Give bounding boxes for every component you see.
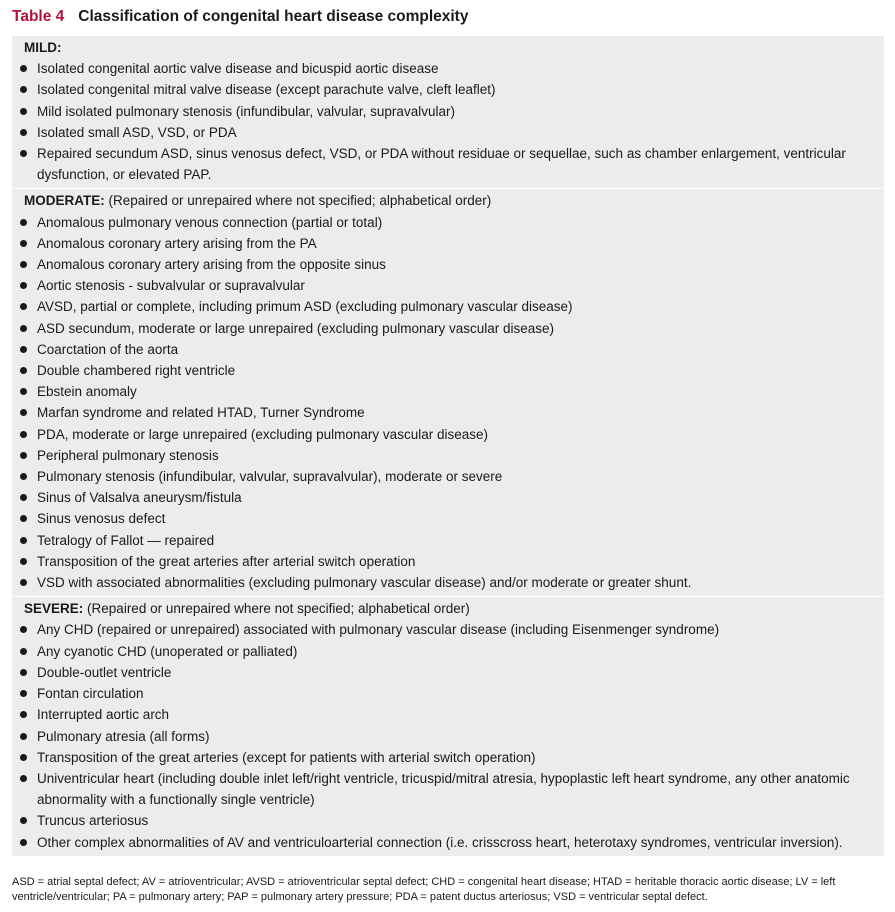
table-label: Table 4 bbox=[12, 8, 65, 25]
bullet-icon bbox=[20, 515, 27, 522]
bullet-icon bbox=[20, 537, 27, 544]
list-item-text: Pulmonary stenosis (infundibular, valvular, supravalvular), moderate or severe bbox=[37, 469, 503, 485]
list-item bbox=[12, 275, 884, 296]
bullet-icon bbox=[20, 817, 27, 824]
bullet-icon bbox=[20, 558, 27, 565]
list-item-text: Transposition of the great arteries (except for patients with arterial switch operation) bbox=[37, 749, 536, 765]
section-heading-note: (Repaired or unrepaired where not specified; alphabetical order) bbox=[108, 193, 492, 209]
list-item bbox=[12, 424, 884, 445]
list-item-text: Peripheral pulmonary stenosis bbox=[37, 447, 219, 463]
list-item bbox=[12, 254, 884, 275]
list-item bbox=[12, 704, 884, 725]
list-item-text: Isolated small ASD, VSD, or PDA bbox=[37, 124, 237, 140]
list-item bbox=[12, 747, 884, 768]
section-heading-label: MODERATE: bbox=[24, 193, 105, 209]
list-item-text: Other complex abnormalities of AV and ventriculoarterial connection (i.e. crisscross heart, heterotaxy syndromes, ventricular inversion). bbox=[37, 834, 843, 850]
bullet-icon bbox=[20, 733, 27, 740]
list-item bbox=[12, 233, 884, 254]
bullet-icon bbox=[20, 754, 27, 761]
list-item bbox=[12, 508, 884, 529]
bullet-icon bbox=[20, 108, 27, 115]
list-item-text: Anomalous coronary artery arising from the opposite sinus bbox=[37, 257, 386, 273]
bullet-icon bbox=[20, 303, 27, 310]
bullet-icon bbox=[20, 473, 27, 480]
list-item bbox=[12, 143, 884, 185]
list-item bbox=[12, 726, 884, 747]
section-moderate bbox=[12, 188, 884, 596]
list-item-text: Mild isolated pulmonary stenosis (infundibular, valvular, supravalvular) bbox=[37, 103, 455, 119]
bullet-icon bbox=[20, 86, 27, 93]
item-list bbox=[12, 212, 884, 594]
list-item-text: Anomalous coronary artery arising from the PA bbox=[37, 235, 317, 251]
list-item-text: Univentricular heart (including double inlet left/right ventricle, tricuspid/mitral atresia, hypoplastic left heart syndrome, any other anatomic abnormality with a functionally single ventricle) bbox=[37, 770, 850, 808]
list-item-text: Ebstein anomaly bbox=[37, 384, 137, 400]
list-item-text: Pulmonary atresia (all forms) bbox=[37, 728, 210, 744]
bullet-icon bbox=[20, 669, 27, 676]
section-heading bbox=[24, 189, 884, 211]
list-item bbox=[12, 296, 884, 317]
list-item bbox=[12, 466, 884, 487]
list-item bbox=[12, 402, 884, 423]
bullet-icon bbox=[20, 775, 27, 782]
list-item-text: Tetralogy of Fallot — repaired bbox=[37, 532, 215, 548]
list-item bbox=[12, 619, 884, 640]
section-heading bbox=[24, 597, 884, 619]
list-item bbox=[12, 381, 884, 402]
list-item-text: Fontan circulation bbox=[37, 686, 144, 702]
list-item-text: Repaired secundum ASD, sinus venosus defect, VSD, or PDA without residuae or sequellae, such as chamber enlargement, ventricular dysfunction, or elevated PAP. bbox=[37, 146, 846, 183]
bullet-icon bbox=[20, 325, 27, 332]
list-item bbox=[12, 445, 884, 466]
bullet-icon bbox=[20, 452, 27, 459]
bullet-icon bbox=[20, 711, 27, 718]
list-item-text: Sinus venosus defect bbox=[37, 511, 166, 527]
list-item bbox=[12, 318, 884, 339]
list-item-text: Interrupted aortic arch bbox=[37, 707, 170, 723]
section-mild bbox=[12, 36, 884, 188]
section-heading-note: (Repaired or unrepaired where not specified; alphabetical order) bbox=[87, 601, 470, 617]
list-item bbox=[12, 487, 884, 508]
list-item-text: Marfan syndrome and related HTAD, Turner Syndrome bbox=[37, 405, 365, 421]
bullet-icon bbox=[20, 409, 27, 416]
bullet-icon bbox=[20, 219, 27, 226]
list-item bbox=[12, 58, 884, 79]
bullet-icon bbox=[20, 579, 27, 586]
list-item-text: AVSD, partial or complete, including primum ASD (excluding pulmonary vascular disease) bbox=[37, 299, 573, 315]
list-item-text: PDA, moderate or large unrepaired (excluding pulmonary vascular disease) bbox=[37, 426, 488, 442]
list-item-text: Aortic stenosis - subvalvular or supravalvular bbox=[37, 278, 305, 294]
list-item-text: Isolated congenital aortic valve disease and bicuspid aortic disease bbox=[37, 61, 439, 77]
list-item-text: Any cyanotic CHD (unoperated or palliated) bbox=[37, 643, 298, 659]
list-item bbox=[12, 360, 884, 381]
list-item-text: Truncus arteriosus bbox=[37, 813, 149, 829]
list-item bbox=[12, 212, 884, 233]
section-heading bbox=[24, 36, 884, 58]
list-item bbox=[12, 810, 884, 831]
bullet-icon bbox=[20, 690, 27, 697]
bullet-icon bbox=[20, 65, 27, 72]
bullet-icon bbox=[20, 150, 27, 157]
list-item bbox=[12, 641, 884, 662]
list-item bbox=[12, 79, 884, 100]
list-item-text: Any CHD (repaired or unrepaired) associated with pulmonary vascular disease (including Eisenmenger syndrome) bbox=[37, 622, 720, 638]
bullet-icon bbox=[20, 367, 27, 374]
list-item-text: Isolated congenital mitral valve disease (except parachute valve, cleft leaflet) bbox=[37, 82, 496, 98]
table-caption bbox=[12, 5, 468, 29]
item-list bbox=[12, 619, 884, 852]
list-item bbox=[12, 832, 884, 853]
list-item bbox=[12, 551, 884, 572]
list-item-text: Coarctation of the aorta bbox=[37, 341, 179, 357]
bullet-icon bbox=[20, 129, 27, 136]
bullet-icon bbox=[20, 431, 27, 438]
bullet-icon bbox=[20, 839, 27, 846]
table-footnote: ASD = atrial septal defect; AV = atrioventricular; AVSD = atrioventricular septal defect; CHD = congenital heart disease; HTAD = heritable thoracic aortic disease; LV = left ventricle/ventricular; PA = pulmonary artery; PAP = pulmonary artery pressure; PDA = patent ductus arteriosus; VSD = ventricular septal defect. bbox=[12, 876, 836, 903]
table-title: Classification of congenital heart disease complexity bbox=[78, 8, 469, 25]
list-item bbox=[12, 339, 884, 360]
list-item bbox=[12, 101, 884, 122]
section-severe bbox=[12, 596, 884, 855]
list-item-text: VSD with associated abnormalities (excluding pulmonary vascular disease) and/or moderate or greater shunt. bbox=[37, 575, 692, 591]
bullet-icon bbox=[20, 240, 27, 247]
list-item-text: Anomalous pulmonary venous connection (partial or total) bbox=[37, 214, 383, 230]
item-list bbox=[12, 58, 884, 185]
list-item bbox=[12, 768, 884, 810]
list-item-text: Sinus of Valsalva aneurysm/fistula bbox=[37, 490, 242, 506]
list-item bbox=[12, 122, 884, 143]
list-item bbox=[12, 572, 884, 593]
list-item-text: Transposition of the great arteries after arterial switch operation bbox=[37, 553, 416, 569]
bullet-icon bbox=[20, 626, 27, 633]
bullet-icon bbox=[20, 346, 27, 353]
bullet-icon bbox=[20, 648, 27, 655]
bullet-icon bbox=[20, 261, 27, 268]
classification-table bbox=[12, 36, 884, 856]
section-heading-label: MILD: bbox=[24, 40, 62, 55]
list-item-text: Double-outlet ventricle bbox=[37, 664, 172, 680]
bullet-icon bbox=[20, 282, 27, 289]
list-item bbox=[12, 530, 884, 551]
bullet-icon bbox=[20, 388, 27, 395]
list-item bbox=[12, 683, 884, 704]
list-item bbox=[12, 662, 884, 683]
bullet-icon bbox=[20, 494, 27, 501]
section-heading-label: SEVERE: bbox=[24, 601, 84, 617]
list-item-text: ASD secundum, moderate or large unrepaired (excluding pulmonary vascular disease) bbox=[37, 320, 555, 336]
list-item-text: Double chambered right ventricle bbox=[37, 363, 236, 379]
